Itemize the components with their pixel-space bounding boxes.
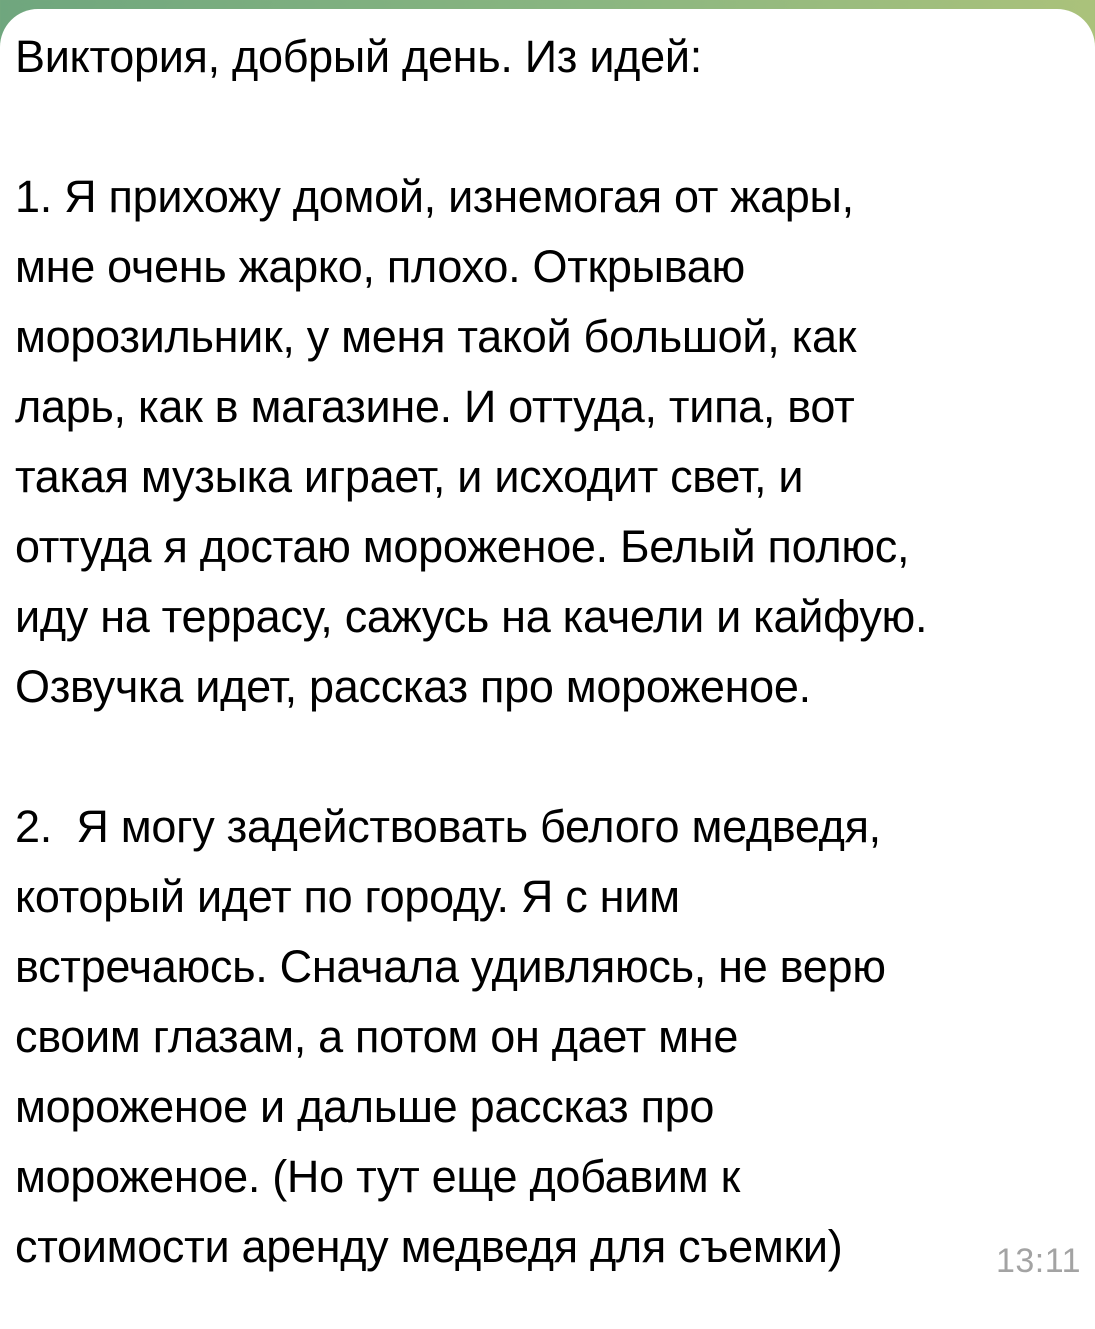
message-line: морозильник, у меня такой большой, как [15, 311, 857, 362]
message-line: мороженое и дальше рассказ про [15, 1081, 715, 1132]
message-line: мороженое. (Но тут еще добавим к [15, 1151, 740, 1202]
message-text [15, 22, 1083, 1282]
message-line: 1. Я прихожу домой, изнемогая от жары, [15, 171, 854, 222]
message-line: Озвучка идет, рассказ про мороженое. [15, 661, 811, 712]
message-line: стоимости аренду медведя для съемки) [15, 1221, 843, 1272]
paragraph-spacer [15, 722, 1083, 792]
message-line: ларь, как в магазине. И оттуда, типа, вот [15, 381, 855, 432]
message-timestamp: 13:11 [995, 1242, 1081, 1280]
message-line: мне очень жарко, плохо. Открываю [15, 241, 745, 292]
message-line: иду на террасу, сажусь на качели и кайфую. [15, 591, 928, 642]
message-bubble[interactable] [0, 9, 1095, 1329]
message-line: такая музыка играет, и исходит свет, и [15, 451, 804, 502]
message-line: который идет по городу. Я с ним [15, 871, 680, 922]
message-line: Виктория, добрый день. Из идей: [15, 31, 702, 82]
message-line: своим глазам, а потом он дает мне [15, 1011, 739, 1062]
message-line: 2. Я могу задействовать белого медведя, [15, 801, 881, 852]
message-line: встречаюсь. Сначала удивляюсь, не верю [15, 941, 886, 992]
message-line: оттуда я достаю мороженое. Белый полюс, [15, 521, 910, 572]
paragraph-spacer [15, 92, 1083, 162]
